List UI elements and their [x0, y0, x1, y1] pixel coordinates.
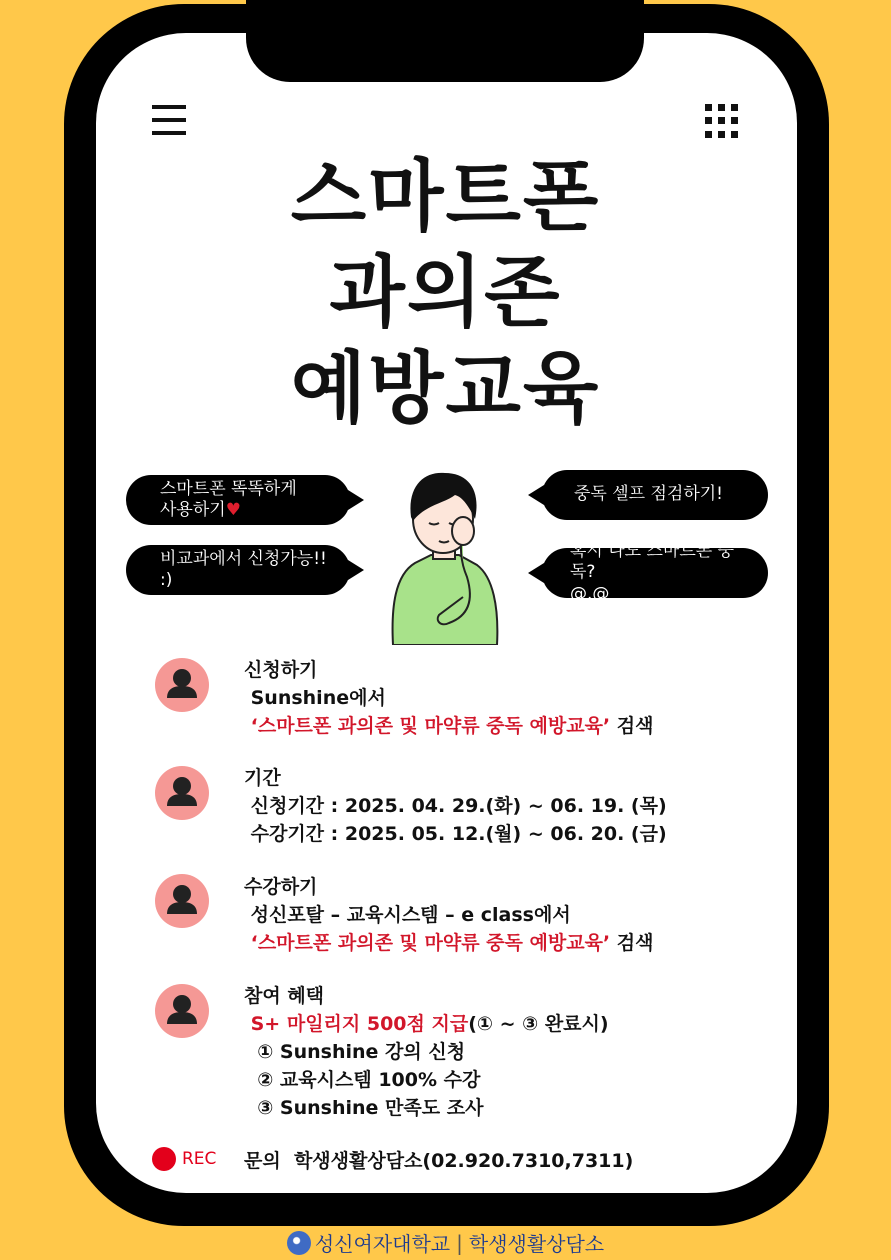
step-heading: 참여 혜택 — [244, 985, 325, 1007]
step-line: 검색 — [610, 932, 654, 954]
speech-bubble-self-check — [542, 470, 768, 520]
step-heading: 기간 — [244, 767, 281, 789]
step-heading: 수강하기 — [244, 876, 318, 898]
user-silhouette-icon — [155, 766, 209, 820]
footer: 성신여자대학교 | 학생생활상담소 — [0, 1228, 891, 1257]
bubble-text: 스마트폰 똑똑하게 — [160, 478, 297, 499]
user-silhouette-icon — [155, 984, 209, 1038]
user-silhouette-icon — [155, 658, 209, 712]
step-line: Sunshine에서 — [244, 687, 386, 709]
phone-notch — [246, 0, 644, 82]
step-benefit — [244, 982, 609, 1122]
bubble-text: 비교과에서 신청가능!! :) — [160, 548, 327, 590]
contact-info: 문의 학생생활상담소(02.920.7310,7311) — [244, 1150, 634, 1172]
step-period — [244, 764, 667, 848]
step-line: ③ Sunshine 만족도 조사 — [244, 1097, 484, 1119]
bubble-text: 사용하기 — [160, 500, 226, 520]
step-line: ② 교육시스템 100% 수강 — [244, 1069, 481, 1091]
title-line-1: 스마트폰 — [290, 152, 601, 242]
university-name: 성신여자대학교 — [314, 1232, 451, 1256]
step-line: 수강기간 : 2025. 05. 12.(월) ~ 06. 20. (금) — [244, 823, 667, 845]
office-name: 학생생활상담소 — [468, 1232, 605, 1256]
step-line: 검색 — [610, 715, 654, 737]
title-line-3: 예방교육 — [290, 344, 601, 434]
step-line: (① ~ ③ 완료시) — [468, 1013, 609, 1035]
grid-icon[interactable] — [705, 104, 739, 138]
bubble-text: @.@ — [570, 583, 610, 604]
bubble-text: 혹시 나도 스마트폰 중독? — [570, 541, 735, 583]
step-attend — [244, 873, 653, 957]
speech-bubble-addiction — [542, 541, 768, 604]
rec-indicator — [152, 1147, 216, 1171]
record-dot-icon — [152, 1147, 176, 1171]
step-line: ① Sunshine 강의 신청 — [244, 1041, 466, 1063]
hamburger-menu-icon[interactable] — [152, 105, 186, 137]
step-highlight: S+ 마일리지 500점 지급 — [244, 1013, 469, 1035]
rec-label: REC — [182, 1149, 217, 1169]
bubble-text: 중독 셀프 점검하기! — [574, 484, 723, 505]
thinking-person-illustration — [385, 467, 505, 645]
step-line: 신청기간 : 2025. 04. 29.(화) ~ 06. 19. (목) — [244, 795, 667, 817]
title-line-2: 과의존 — [329, 248, 562, 338]
speech-bubble-apply — [126, 545, 350, 595]
university-logo-icon — [287, 1231, 311, 1255]
step-heading: 신청하기 — [244, 659, 318, 681]
user-silhouette-icon — [155, 874, 209, 928]
step-apply — [244, 656, 653, 740]
step-highlight: ‘스마트폰 과의존 및 마약류 중독 예방교육’ — [244, 715, 611, 737]
step-line: 성신포탈 – 교육시스템 – e class에서 — [244, 904, 571, 926]
step-highlight: ‘스마트폰 과의존 및 마약류 중독 예방교육’ — [244, 932, 611, 954]
heart-icon: ♥ — [225, 500, 241, 520]
speech-bubble-smart-use — [126, 475, 350, 525]
